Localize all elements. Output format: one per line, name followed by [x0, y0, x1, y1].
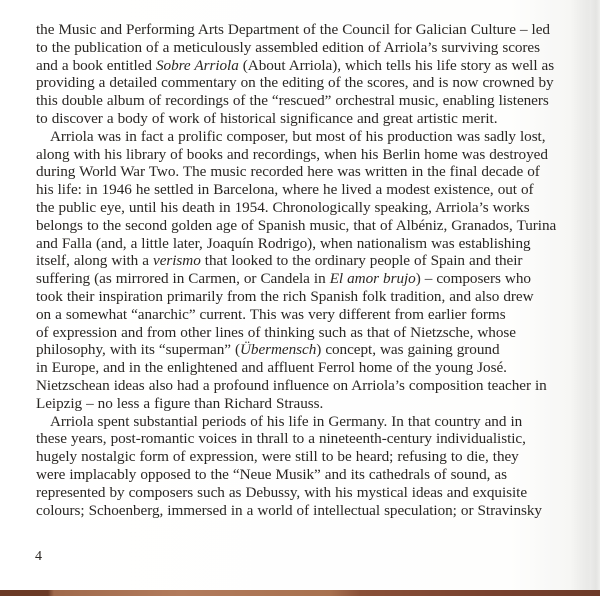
text-line	[36, 181, 566, 199]
text-line	[36, 92, 566, 110]
text-segment: philosophy, with its “superman” (	[36, 341, 240, 359]
text-segment: ) concept, was gaining ground	[316, 341, 500, 359]
text-line	[36, 430, 566, 448]
text-segment: of expression and from other lines of thinking such as that of Nietzsche, whose	[36, 323, 516, 341]
text-segment: providing a detailed commentary on the editing of the scores, and is now crowned by	[36, 74, 554, 92]
text-segment: Arriola was in fact a prolific composer, but most of his production was sadly lost,	[50, 127, 546, 145]
text-segment: to the publication of a meticulously assembled edition of Arriola’s surviving scores	[36, 38, 540, 56]
text-line	[36, 110, 566, 128]
text-segment: itself, along with a	[36, 252, 153, 270]
text-segment: Arriola spent substantial periods of his life in Germany. In that country and in	[50, 412, 523, 430]
body-text	[36, 21, 566, 519]
text-line	[36, 306, 566, 324]
text-line	[36, 502, 566, 520]
text-line	[36, 448, 566, 466]
text-line	[36, 270, 566, 288]
text-line	[36, 235, 566, 253]
text-segment: this double album of recordings of the “rescued” orchestral music, enabling listeners	[36, 92, 549, 110]
text-segment: during World War Two. The music recorded here was written in the final decade of	[36, 163, 540, 181]
text-line	[36, 341, 566, 359]
text-line	[36, 217, 566, 235]
text-line	[36, 395, 566, 413]
text-segment: these years, post-romantic voices in thrall to a nineteenth-century individualistic,	[36, 430, 526, 448]
text-line	[36, 199, 566, 217]
text-line	[36, 359, 566, 377]
text-segment: his life: in 1946 he settled in Barcelona, where he lived a modest existence, out of	[36, 181, 534, 199]
italic-title: verismo	[153, 252, 201, 270]
italic-title: Übermensch	[240, 341, 317, 359]
text-line	[36, 288, 566, 306]
text-line	[36, 128, 566, 146]
text-line	[36, 413, 566, 431]
table-surface-edge	[0, 590, 600, 596]
text-line	[36, 377, 566, 395]
italic-title: Sobre Arriola	[155, 56, 239, 74]
text-line	[36, 146, 566, 164]
text-line	[36, 163, 566, 181]
text-segment: in Europe, and in the enlightened and affluent Ferrol home of the young José.	[36, 359, 507, 377]
text-segment: were implacably opposed to the “Neue Musik” and its cathedrals of sound, as	[36, 465, 507, 483]
text-segment: along with his library of books and recordings, when his Berlin home was destroyed	[36, 145, 548, 163]
text-segment: and a book entitled	[36, 56, 156, 74]
text-segment: and Falla (and, a little later, Joaquín Rodrigo), when nationalism was establishing	[36, 234, 531, 252]
text-segment: the public eye, until his death in 1954. Chronologically speaking, Arriola’s works	[36, 198, 530, 216]
text-segment: ) – composers who	[415, 270, 531, 288]
page-fold-shadow	[590, 0, 600, 590]
text-segment: represented by composers such as Debussy, with his mystical ideas and exquisite	[36, 483, 528, 501]
italic-title: El amor brujo	[329, 270, 416, 288]
text-segment: that looked to the ordinary people of Spain and their	[200, 252, 523, 270]
text-line	[36, 466, 566, 484]
text-segment: took their inspiration primarily from the rich Spanish folk tradition, and also drew	[36, 287, 534, 305]
text-line	[36, 57, 566, 75]
text-segment: colours; Schoenberg, immersed in a world of intellectual speculation; or Stravinsky	[36, 501, 542, 519]
text-line	[36, 484, 566, 502]
text-segment: the Music and Performing Arts Department of the Council for Galician Culture – led	[36, 21, 550, 38]
text-segment: (About Arriola), which tells his life story as well as	[238, 56, 555, 74]
text-segment: on a somewhat “anarchic” current. This was very different from earlier forms	[36, 305, 506, 323]
text-line	[36, 39, 566, 57]
text-line	[36, 74, 566, 92]
text-segment: to discover a body of work of historical significance and great artistic merit.	[36, 109, 498, 127]
text-segment: hugely nostalgic form of expression, were still to be heard; refusing to die, they	[36, 448, 519, 466]
text-segment: Leipzig – no less a figure than Richard Strauss.	[36, 394, 324, 412]
text-segment: belongs to the second golden age of Spanish music, that of Albéniz, Granados, Turina	[36, 216, 557, 234]
text-segment: Nietzschean ideas also had a profound influence on Arriola’s composition teacher in	[36, 376, 547, 394]
text-line	[36, 324, 566, 342]
text-line	[36, 21, 566, 39]
text-segment: suffering (as mirrored in Carmen, or Candela in	[36, 270, 330, 288]
text-line	[36, 252, 566, 270]
page-number: 4	[35, 549, 42, 564]
